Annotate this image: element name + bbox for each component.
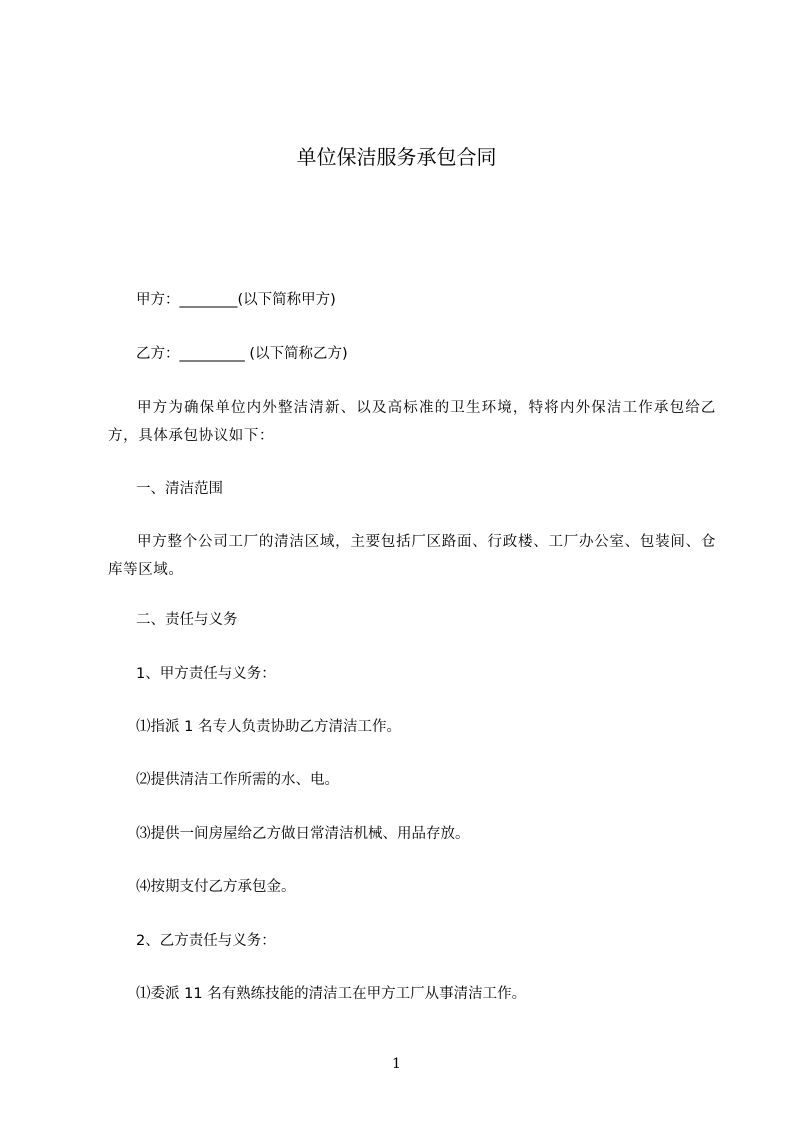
party-b-duty-1: ⑴委派 11 名有熟练技能的清洁工在甲方工厂从事清洁工作。 bbox=[136, 986, 527, 1002]
subsection-1-heading: 1、甲方责任与义务： bbox=[136, 666, 276, 682]
intro-paragraph: 甲方为确保单位内外整洁清新、以及高标准的卫生环境，特将内外保洁工作承包给乙方，具体承包协议如下： bbox=[108, 400, 716, 444]
party-a-duty-2: ⑵提供清洁工作所需的水、电。 bbox=[136, 772, 339, 788]
party-a-duty-4: ⑷按期支付乙方承包金。 bbox=[136, 879, 296, 895]
section-1-body: 甲方整个公司工厂的清洁区域，主要包括厂区路面、行政楼、工厂办公室、包装间、仓库等区域。 bbox=[108, 534, 716, 578]
section-1-heading: 一、清洁范围 bbox=[136, 481, 223, 497]
page-number: 1 bbox=[392, 1056, 401, 1072]
section-2-heading: 二、责任与义务 bbox=[136, 612, 238, 628]
document-title: 单位保洁服务承包合同 bbox=[296, 145, 497, 169]
party-b-line: 乙方：_________ (以下简称乙方) bbox=[136, 346, 348, 362]
subsection-2-heading: 2、乙方责任与义务： bbox=[136, 933, 276, 949]
party-a-duty-3: ⑶提供一间房屋给乙方做日常清洁机械、用品存放。 bbox=[136, 826, 470, 842]
party-a-line: 甲方：________(以下简称甲方) bbox=[136, 292, 336, 308]
party-a-duty-1: ⑴指派 1 名专人负责协助乙方清洁工作。 bbox=[136, 719, 401, 735]
